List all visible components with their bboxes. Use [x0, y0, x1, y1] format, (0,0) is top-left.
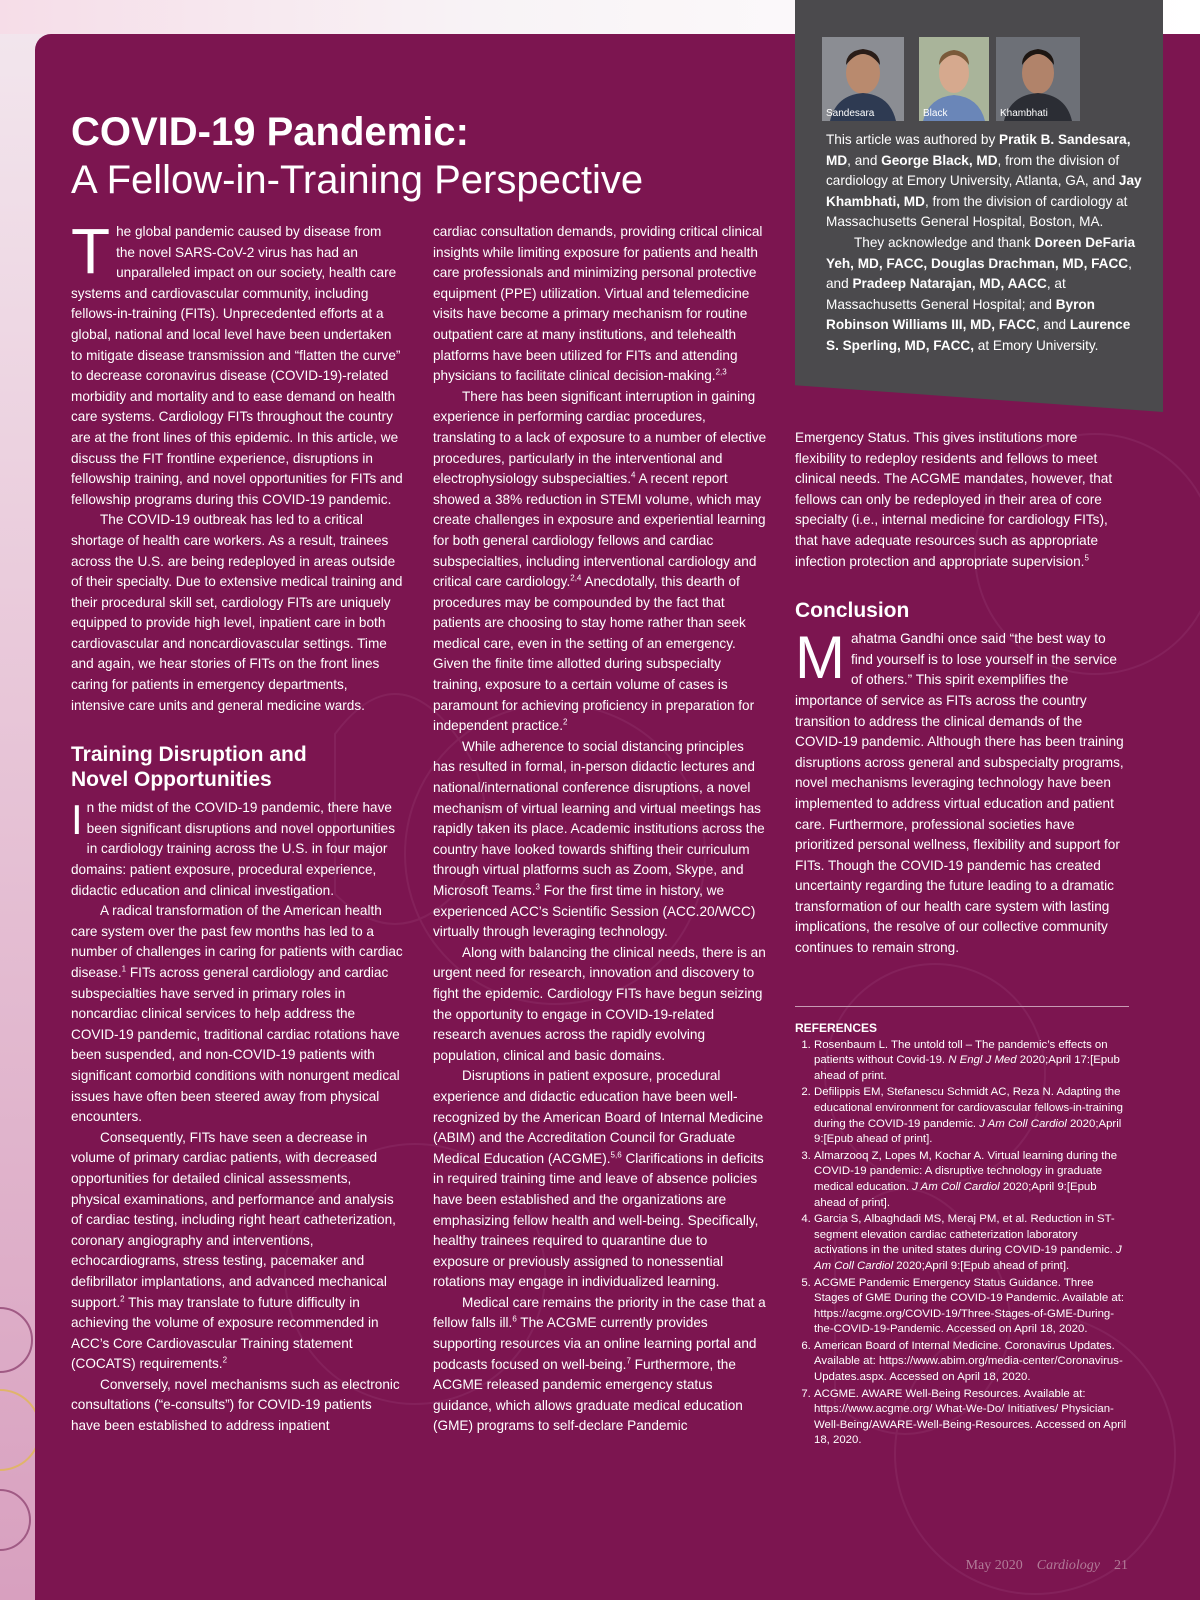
- journal-name: J Am Coll Cardiol: [979, 1117, 1067, 1130]
- acknowledged-name: Pradeep Natarajan, MD, AACC: [852, 276, 1047, 292]
- reference-text: Almarzooq Z, Lopes M, Kochar A. Virtual learning during the COVID-19 pandemic: A disruptive technology in graduate medical education.: [814, 1149, 1118, 1193]
- drop-cap: I: [71, 796, 83, 844]
- references-heading: REFERENCES: [795, 1021, 878, 1035]
- paragraph-text: Anecdotally, this dearth of procedures may be compounded by the fact that patients are choosing to stay home rather than seek medical care, even in the setting of an emergency. Given the finite time allotted during subspecialty training, exposure to a certain volume of cases is paramount for achieving proficiency in preparation for independent practice.: [433, 574, 755, 734]
- author-photo: [919, 37, 989, 121]
- byline-text: They acknowledge and thank: [854, 234, 1035, 250]
- paragraph-text: A radical transformation of the American health care system over the past few months has led to a number of challenges in caring for patients with cardiac disease.: [71, 903, 403, 980]
- reference-text: 2020;April 9:[Epub ahead of print].: [814, 1180, 1097, 1209]
- column-2: [433, 222, 767, 1437]
- paragraph-text: While adherence to social distancing principles has resulted in formal, in-person didactic lectures and national/international conference disruptions, a novel mechanism of virtual learning and virtual meetings has rapidly taken its place. Academic institutions across the country have looked towards shifting their curriculum through virtual platforms such as Zoom, Skype, and Microsoft Teams.: [433, 738, 765, 898]
- paragraph-text: Along with balancing the clinical needs, there is an urgent need for research, innovation and discovery to fight the epidemic. Cardiology FITs have begun seizing the opportunity to engage in COVID-19-related research avenues across the rapidly evolving population, clinical and basic domains.: [433, 944, 766, 1063]
- reference-text: 2020;April 9:[Epub ahead of print].: [814, 1117, 1122, 1146]
- paragraph-text: Conversely, novel mechanisms such as electronic consultations (“e-consults”) for COVID-19 patients have been established to address inpatient: [71, 1376, 400, 1434]
- reference-item: [814, 1387, 1129, 1449]
- reference-text: Rosenbaum L. The untold toll – The pandemic’s effects on patients without Covid-19.: [814, 1038, 1108, 1067]
- paragraph-text: he global pandemic caused by disease from the novel SARS-CoV-2 virus has had an unparalleled impact on our society, health care systems and cardiovascular community, including fellows-in-training (FITs). Unprecedented efforts at a global, national and local level have been undertaken to mitigate disease transmission and “flatten the curve” to decrease coronavirus disease (COVID-19)-related morbidity and mortality and to ease demand on health care systems. Cardiology FITs throughout the country are at the front lines of this epidemic. In this article, we discuss the FIT frontline experience, disruptions in fellowship training, and novel opportunities for FITs and fellowship programs during this COVID-19 pandemic.: [71, 224, 403, 507]
- drop-cap: M: [795, 624, 845, 692]
- page-footer: [952, 1558, 1128, 1574]
- photo-caption: Sandesara: [826, 108, 875, 119]
- journal-name: N Engl J Med: [948, 1054, 1017, 1067]
- divider: [795, 1006, 1129, 1007]
- reference-item: [814, 1276, 1129, 1338]
- paragraph: [71, 1128, 403, 1375]
- paragraph: [71, 510, 403, 716]
- reference-text: American Board of Internal Medicine. Coronavirus Updates. Available at: https://www.abim.org/media-center/Coronavirus-Updates.aspx. Accessed on April 18, 2020.: [814, 1339, 1123, 1384]
- photo-caption: Black: [923, 108, 948, 119]
- paragraph-text: FITs across general cardiology and cardiac subspecialties have served in primary roles in noncardiac clinical services to help address the COVID-19 pandemic, traditional cardiac rotations have been suspended, and non-COVID-19 patients with significant comorbid conditions with nonurgent medical issues have often been steered away from physical encounters.: [71, 965, 400, 1125]
- reference-item: [814, 1339, 1129, 1386]
- citation: 2,4: [570, 573, 582, 583]
- paragraph: [433, 943, 767, 1067]
- citation: 6: [512, 1314, 517, 1324]
- citation: 2: [120, 1293, 125, 1303]
- paragraph: [433, 387, 767, 737]
- section-heading: [71, 742, 403, 792]
- byline-text: , from the division of cardiology at Emory University, Atlanta, GA, and: [826, 152, 1120, 189]
- reference-item: [814, 1085, 1129, 1147]
- column-1: [71, 215, 403, 1437]
- paragraph-text: The COVID-19 outbreak has led to a critical shortage of health care workers. As a result, trainees across the U.S. are being redeployed in areas outside of their specialty. Due to extensive medical training and their procedural skill set, cardiology FITs are uniquely equipped to provide high level, inpatient care in both cardiovascular and noncardiovascular settings. Time and again, we hear stories of FITs on the front lines caring for patients in emergency departments, intensive care units and general medicine wards.: [71, 512, 403, 713]
- byline-text: , and: [1035, 317, 1070, 333]
- decorative-circles: [0, 1280, 36, 1600]
- acknowledgement-paragraph: [826, 233, 1142, 357]
- paragraph-text: Clarifications in deficits in required training time and leave of absence policies have been established and the organizations are emphasizing fellow health and well-being. Specifically, healthy trainees required to quarantine due to exposure or previously assigned to nonessential rotations may engage in individualized learning.: [433, 1150, 764, 1290]
- citation: 7: [626, 1356, 631, 1366]
- paragraph-text: Consequently, FITs have seen a decrease in volume of primary cardiac patients, with decreased opportunities for detailed clinical assessments, physical examinations, and performance and analysis of cardiac testing, including right heart catheterization, coronary angiography and interventions, echocardiograms, stress testing, pacemaker and defibrillator implantations, and advanced mechanical support.: [71, 1129, 396, 1310]
- references-list: [795, 1038, 1129, 1449]
- acknowledged-name: Byron Robinson Williams III, MD, FACC: [826, 296, 1095, 333]
- citation: 5,6: [610, 1150, 622, 1160]
- heading-line: Training Disruption and: [71, 743, 307, 767]
- paragraph-text: This may translate to future difficulty in achieving the volume of exposure recommended in ACC’s Core Cardiovascular Training statement (COCATS) requirements.: [71, 1294, 379, 1372]
- citation: 5: [1084, 553, 1089, 563]
- citation: 3: [535, 882, 540, 892]
- heading-line: Novel Opportunities: [71, 768, 272, 792]
- paragraph-text: ahatma Gandhi once said “the best way to find yourself is to lose yourself in the service of others.” This spirit exemplifies the importance of service as FITs across the country transition to address the clinical demands of the COVID-19 pandemic. Although there has been training disruptions across general and subspecialty programs, novel mechanisms leveraging technology have been implemented to address virtual education and patient care. Furthermore, professional societies have prioritized personal wellness, flexibility and support for FITs. Though the COVID-19 pandemic has created uncertainty regarding the future leading to a dramatic transformation of our health care system with lasting implications, the resolve of our collective community continues to remain strong.: [795, 631, 1124, 956]
- byline-text: , and: [826, 255, 1132, 292]
- intro-paragraph: [71, 215, 403, 510]
- author-photo: [822, 37, 904, 121]
- byline-text: This article was authored by: [826, 132, 1000, 147]
- author-name: Jay Khambhati, MD: [826, 173, 1142, 209]
- magazine-name: Cardiology: [1036, 1558, 1100, 1573]
- citation: 2,3: [715, 367, 727, 377]
- paragraph: [433, 1066, 767, 1293]
- section-heading: Conclusion: [795, 599, 910, 623]
- byline-text: at Emory University.: [974, 337, 1099, 353]
- photo-caption: Khambhati: [1000, 108, 1048, 119]
- reference-item: [814, 1212, 1129, 1274]
- citation: 4: [630, 470, 636, 480]
- paragraph-text: cardiac consultation demands, providing critical clinical insights while limiting exposure for patients and health care professionals and minimizing personal protective equipment (PPE) utilization. Virtual and telemedicine visits have become a primary mechanism for routine outpatient care at many institutions, and telehealth platforms have been utilized for FITs and attending physicians to facilitate clinical decision-making.: [433, 224, 763, 384]
- citation: 2: [563, 717, 568, 727]
- paragraph: [71, 1375, 403, 1437]
- citation: 2: [222, 1355, 228, 1365]
- paragraph: [433, 222, 767, 387]
- paragraph: [71, 901, 403, 1128]
- page-number: 21: [1114, 1558, 1128, 1573]
- title-line-1: COVID-19 Pandemic:: [71, 110, 469, 154]
- reference-text: 2020;April 17:[Epub ahead of print.: [814, 1054, 1120, 1082]
- reference-text: Defilippis EM, Stefanescu Schmidt AC, Reza N. Adapting the educational environment for cardiovascular fellows-in-training during the COVID-19 pandemic.: [814, 1086, 1123, 1130]
- issue-date: May 2020: [965, 1558, 1023, 1573]
- reference-text: ACGME Pandemic Emergency Status Guidance. Three Stages of GME During the COVID-19 Pandemic. Available at: https://acgme.org/COVID-19/Three-Stages-of-GME-During-the-COVID-19-Pandemic. Accessed on April 18, 2020.: [814, 1276, 1125, 1336]
- author-photo: [996, 37, 1080, 121]
- article-title: [71, 108, 771, 204]
- paragraph-text: The ACGME currently provides supporting resources via an online learning portal and podcasts focused on well-being.: [433, 1315, 757, 1372]
- paragraph-text: A recent report showed a 38% reduction in STEMI volume, which may create challenges in exposure and experiential learning for both general cardiology fellows and cardiac subspecialties, including interventional cardiology and critical care cardiology.: [433, 471, 766, 590]
- paragraph: [433, 1293, 767, 1437]
- paragraph-text: There has been significant interruption in gaining experience in performing cardiac procedures, translating to a lack of exposure to a number of elective procedures, particularly in the interventional and electrophysiology subspecialties.: [433, 388, 767, 487]
- author-name: Pratik B. Sandesara, MD: [826, 132, 1131, 168]
- reference-text: ACGME. AWARE Well-Being Resources. Available at: https://www.acgme.org/ What-We-Do/ Initiatives/ Physician-Well-Being/AWARE-Well-Being-Resources. Accessed on April 18, 2020.: [814, 1387, 1127, 1447]
- column-3: [795, 428, 1131, 959]
- paragraph-text: For the first time in history, we experienced ACC’s Scientific Session (ACC.20/WCC) virtually through leveraging technology.: [433, 883, 756, 940]
- author-name: George Black, MD: [881, 152, 998, 168]
- paragraph: [795, 428, 1131, 572]
- paragraph-text: Medical care remains the priority in the case that a fellow falls ill.: [433, 1294, 766, 1331]
- author-byline: [826, 130, 1142, 357]
- reference-text: Garcia S, Albaghdadi MS, Meraj PM, et al. Reduction in ST-segment elevation cardiac catheterization laboratory activations in the united states during COVID-19 pandemic.: [814, 1213, 1117, 1257]
- paragraph-text: n the midst of the COVID-19 pandemic, there have been significant disruptions and novel opportunities in cardiology training across the U.S. in four major domains: patient exposure, procedural experience, didactic education and clinical investigation.: [71, 800, 396, 898]
- journal-name: J Am Coll Cardiol: [814, 1244, 1122, 1272]
- paragraph-text: Disruptions in patient exposure, procedural experience and didactic education have been well-recognized by the American Board of Internal Medicine (ABIM) and the Accreditation Council for Graduate Medical Education (ACGME).: [433, 1068, 764, 1166]
- paragraph-text: Furthermore, the ACGME released pandemic emergency status guidance, which allows graduate medical education (GME) programs to self-declare Pandemic: [433, 1356, 743, 1434]
- paragraph: [71, 798, 403, 901]
- byline-paragraph: [826, 130, 1142, 233]
- paragraph: [433, 737, 767, 943]
- title-line-2: A Fellow-in-Training Perspective: [71, 158, 644, 202]
- acknowledged-name: Doreen DeFaria Yeh, MD, FACC, Douglas Drachman, MD, FACC: [826, 234, 1136, 271]
- byline-text: , at Massachusetts General Hospital; and: [826, 276, 1066, 312]
- drop-cap: T: [71, 215, 111, 287]
- paragraph: [795, 624, 1131, 959]
- citation: 1: [121, 964, 127, 974]
- reference-item: [814, 1149, 1129, 1211]
- reference-item: [814, 1038, 1129, 1085]
- paragraph-text: Emergency Status. This gives institutions more flexibility to redeploy residents and fellows to meet clinical needs. The ACGME mandates, however, that fellows can only be redeployed in their area of core specialty (i.e., internal medicine for cardiology FITs), that have adequate resources such as appropriate infection protection and appropriate supervision.: [795, 430, 1113, 569]
- byline-text: , from the division of cardiology at Massachusetts General Hospital, Boston, MA.: [826, 193, 1128, 230]
- references-section: [795, 1006, 1129, 1450]
- journal-name: J Am Coll Cardiol: [912, 1180, 1000, 1193]
- byline-text: , and: [847, 152, 882, 168]
- reference-text: 2020;April 9:[Epub ahead of print].: [893, 1259, 1070, 1272]
- acknowledged-name: Laurence S. Sperling, MD, FACC,: [826, 317, 1131, 353]
